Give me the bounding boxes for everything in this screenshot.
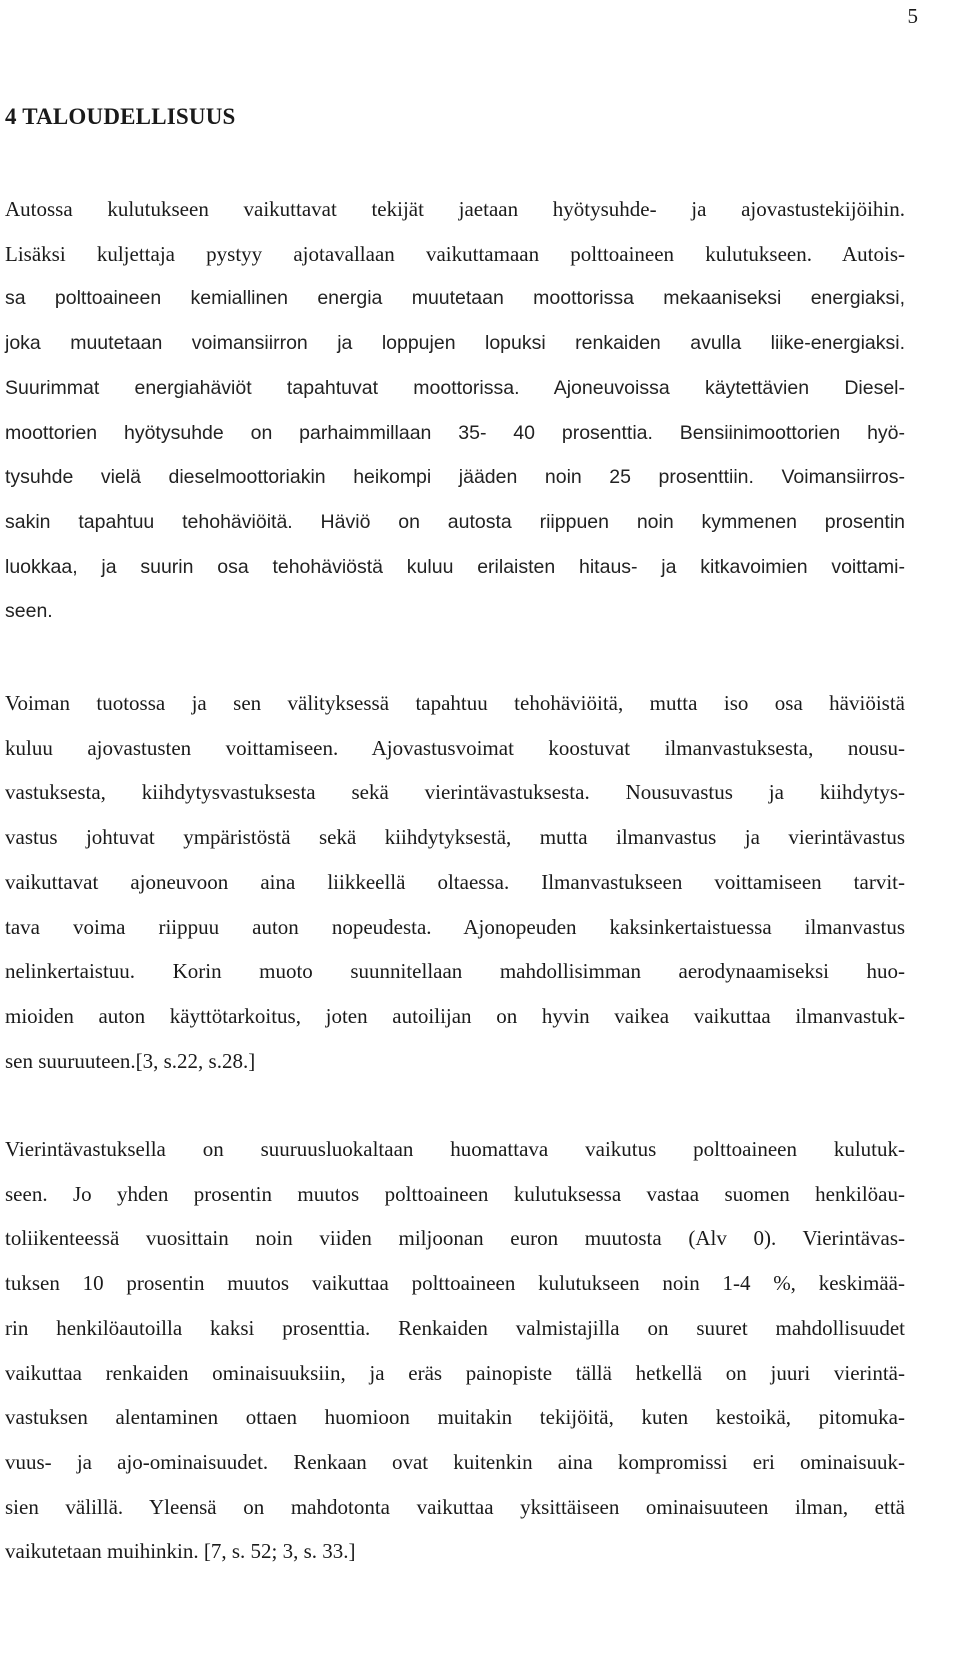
paragraph-1-sans-block	[5, 276, 905, 634]
paragraph-3-line: rin henkilöautoilla kaksi prosenttia. Renkaiden valmistajilla on suuret mahdollisuudet	[5, 1315, 905, 1340]
paragraph-2-line: vaikuttavat ajoneuvoon aina liikkeellä oltaessa. Ilmanvastukseen voittamiseen tarvit-	[5, 869, 905, 894]
page-number: 5	[907, 4, 918, 28]
paragraph-3-line: vaikuttaa renkaiden ominaisuuksiin, ja eräs painopiste tällä hetkellä on juuri vierintä-	[5, 1360, 905, 1385]
paragraph-2-line: mioiden auton käyttötarkoitus, joten autoilijan on hyvin vaikea vaikuttaa ilmanvastuk-	[5, 1003, 905, 1028]
paragraph-3-line: seen. Jo yhden prosentin muutos polttoaineen kulutuksessa vastaa suomen henkilöau-	[5, 1181, 905, 1206]
paragraph-1-line: seen.	[5, 600, 53, 623]
paragraph-3-line: vaikutetaan muihinkin. [7, s. 52; 3, s. 33.]	[5, 1539, 356, 1564]
paragraph-3-line: toliikenteessä vuosittain noin viiden miljoonan euron muutosta (Alv 0). Vierintävas-	[5, 1226, 905, 1251]
paragraph-2-line: nelinkertaistuu. Korin muoto suunnitellaan mahdollisimman aerodynaamiseksi huo-	[5, 959, 905, 984]
paragraph-3-line: tuksen 10 prosentin muutos vaikuttaa polttoaineen kulutukseen noin 1-4 %, keskimää-	[5, 1271, 905, 1296]
paragraph-1-line: Lisäksi kuljettaja pystyy ajotavallaan vaikuttamaan polttoaineen kulutukseen. Autois-	[5, 241, 905, 266]
paragraph-1-line: Suurimmat energiahäviöt tapahtuvat moottorissa. Ajoneuvoissa käytettävien Diesel-	[5, 376, 905, 399]
paragraph-2	[5, 681, 905, 1083]
paragraph-1-line: tysuhde vielä dieselmoottoriakin heikompi jääden noin 25 prosenttiin. Voimansiirros-	[5, 466, 905, 489]
paragraph-1-line: Autossa kulutukseen vaikuttavat tekijät jaetaan hyötysuhde- ja ajovastustekijöihin.	[5, 197, 905, 221]
paragraph-2-line: kuluu ajovastusten voittamiseen. Ajovastusvoimat koostuvat ilmanvastuksesta, nousu-	[5, 735, 905, 760]
section-heading: 4 TALOUDELLISUUS	[5, 104, 236, 129]
paragraph-2-line: Voiman tuotossa ja sen välityksessä tapahtuu tehohäviöitä, mutta iso osa häviöistä	[5, 691, 905, 715]
paragraph-1-line: sakin tapahtuu tehohäviöitä. Häviö on autosta riippuen noin kymmenen prosentin	[5, 510, 905, 533]
paragraph-2-line: sen suuruuteen.[3, s.22, s.28.]	[5, 1048, 256, 1073]
paragraph-2-line: vastus johtuvat ympäristöstä sekä kiihdytyksestä, mutta ilmanvastus ja vierintävastus	[5, 825, 905, 850]
paragraph-3-line: sien välillä. Yleensä on mahdotonta vaikuttaa yksittäiseen ominaisuuteen ilman, että	[5, 1494, 905, 1519]
paragraph-3-line: vuus- ja ajo-ominaisuudet. Renkaan ovat kuitenkin aina kompromissi eri ominaisuuk-	[5, 1449, 905, 1474]
paragraph-2-line: tava voima riippuu auton nopeudesta. Ajonopeuden kaksinkertaistuessa ilmanvastus	[5, 914, 905, 939]
paragraph-3-line: Vierintävastuksella on suuruusluokaltaan huomattava vaikutus polttoaineen kulutuk-	[5, 1137, 905, 1161]
paragraph-3	[5, 1127, 905, 1574]
paragraph-1-line: joka muutetaan voimansiirron ja loppujen lopuksi renkaiden avulla liike-energiaksi.	[5, 332, 905, 355]
paragraph-1-line: sa polttoaineen kemiallinen energia muutetaan moottorissa mekaaniseksi energiaksi,	[5, 287, 905, 310]
paragraph-2-line: vastuksesta, kiihdytysvastuksesta sekä vierintävastuksesta. Nousuvastus ja kiihdytys-	[5, 780, 905, 805]
paragraph-1-line: moottorien hyötysuhde on parhaimmillaan 35- 40 prosenttia. Bensiinimoottorien hyö-	[5, 421, 905, 444]
paragraph-1	[5, 187, 905, 634]
paragraph-1-line: luokkaa, ja suurin osa tehohäviöstä kuluu erilaisten hitaus- ja kitkavoimien voittami-	[5, 555, 905, 578]
paragraph-3-line: vastuksen alentaminen ottaen huomioon muitakin tekijöitä, kuten kestoikä, pitomuka-	[5, 1405, 905, 1430]
